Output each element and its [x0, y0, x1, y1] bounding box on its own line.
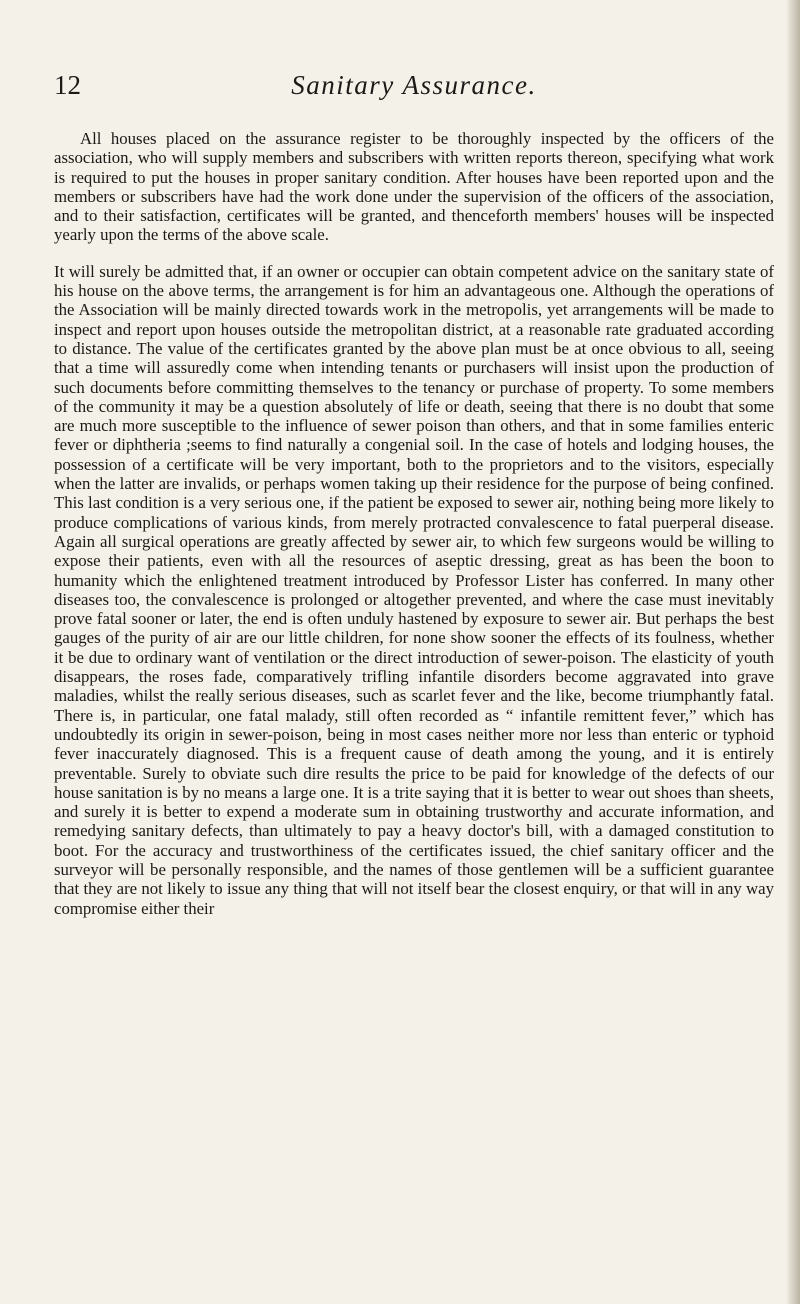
paragraph-advantages: It will surely be admitted that, if an owner or occupier can obtain competent advice on the sanitary state of his house on the above terms, the arrangement is for him an advantageous one. Although the operations of the Association will be mainly directed towards work in the metropolis, yet arrangements will be made to inspect and report upon houses outside the metropolitan district, at a reasonable rate graduated according to distance. The value of the certificates granted by the above plan must be at once obvious to all, seeing that a time will assuredly come when intending tenants or purchasers will insist upon the production of such documents before committing themselves to the tenancy or purchase of property. To some members of the community it may be a question absolutely of life or death, seeing that there is no doubt that some are much more susceptible to the influence of sewer poison than others, and that in some families enteric fever or diphtheria ;seems to find naturally a congenial soil. In the case of hotels and lodging houses, the possession of a certificate will be very important, both to the proprietors and to the visitors, especially when the latter are invalids, or perhaps women taking up their residence for the purpose of being confined. This last condition is a very serious one, if the patient be exposed to sewer air, nothing being more likely to produce complications of various kinds, from merely protracted convalescence to fatal puerperal disease. Again all surgical operations are greatly affected by sewer air, to which few surgeons would be willing to expose their patients, even with all the resources of aseptic dressing, great as has been the boon to humanity which the enlightened treatment introduced by Professor Lister has conferred. In many other diseases too, the convalescence is prolonged or altogether prevented, and where the case must inevitably prove fatal sooner or later, the end is often unduly hastened by exposure to sewer air. But perhaps the best gauges of the purity of air are our little children, for none show sooner the effects of its foulness, whether it be due to ordinary want of ventilation or the direct introduction of sewer-poison. The elasticity of youth disappears, the roses fade, comparatively trifling infantile disorders become aggravated into grave maladies, whilst the really serious diseases, such as scarlet fever and the like, become triumphantly fatal. There is, in particular, one fatal malady, still often recorded as “ infantile remittent fever,” which has undoubtedly its origin in sewer-poison, being in most cases neither more nor less than enteric or typhoid fever inaccurately diagnosed. This is a frequent cause of death among the young, and it is entirely preventable. Surely to obviate such dire results the price to be paid for knowledge of the defects of our house sanitation is by no means a large one. It is a trite saying that it is better to wear out shoes than sheets, and surely it is better to expend a moderate sum in obtaining trustworthy and accurate information, and remedying sanitary defects, than ultimately to pay a heavy doctor's bill, with a damaged constitution to boot. For the accuracy and trustworthiness of the certificates issued, the chief sanitary officer and the surveyor will be personally responsible, and the names of those gentlemen will be a sufficient guarantee that they are not likely to issue any thing that will not itself bear the closest enquiry, or that will in any way compromise either their — [54, 261, 774, 918]
running-title: Sanitary Assurance. — [291, 70, 537, 100]
paragraph-assurance-register: All houses placed on the assurance register to be thoroughly inspected by the officers of the association, who will supply members and subscribers with written reports thereon, specifying what work is required to put the houses in proper sanitary condition. After houses have been reported upon and the members or subscribers have had the work done under the supervision of the officers of the association, and to their satisfaction, certificates will be granted, and thenceforth members' houses will be inspected yearly upon the terms of the above scale. — [54, 129, 774, 245]
page-number: 12 — [54, 70, 81, 100]
page-edge-shadow — [786, 0, 800, 1304]
body-text — [54, 129, 774, 918]
page-header — [54, 70, 774, 110]
